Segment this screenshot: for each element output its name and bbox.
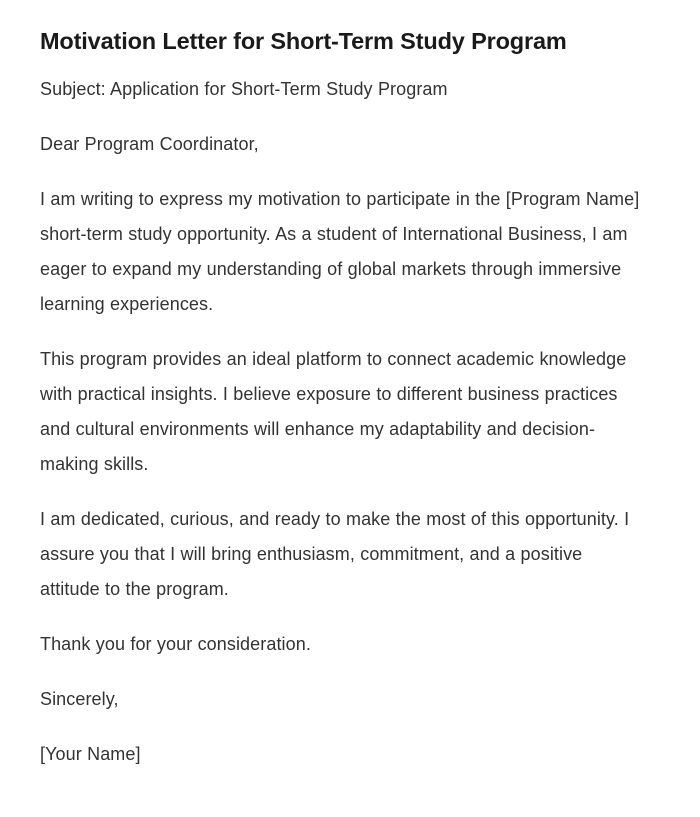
body-paragraph-2: This program provides an ideal platform to connect academic knowledge with practical insights. I believe exposure to different business practices and cultural environments will enhance my adaptability and decision-making skills. xyxy=(40,349,627,474)
salutation: Dear Program Coordinator, xyxy=(40,134,259,154)
body-paragraph-1: I am writing to express my motivation to participate in the [Program Name] short-term study opportunity. As a student of International Business, I am eager to expand my understanding of global markets through immersive learning experiences. xyxy=(40,189,640,314)
page-title: Motivation Letter for Short-Term Study Program xyxy=(40,28,567,54)
closing-thanks: Thank you for your consideration. xyxy=(40,634,311,654)
subject-line: Subject: Application for Short-Term Study Program xyxy=(40,79,448,99)
letter-body xyxy=(40,72,642,772)
closing-signoff: Sincerely, xyxy=(40,689,119,709)
signature-name-placeholder: [Your Name] xyxy=(40,744,141,764)
body-paragraph-3: I am dedicated, curious, and ready to make the most of this opportunity. I assure you that I will bring enthusiasm, commitment, and a positive attitude to the program. xyxy=(40,509,630,599)
